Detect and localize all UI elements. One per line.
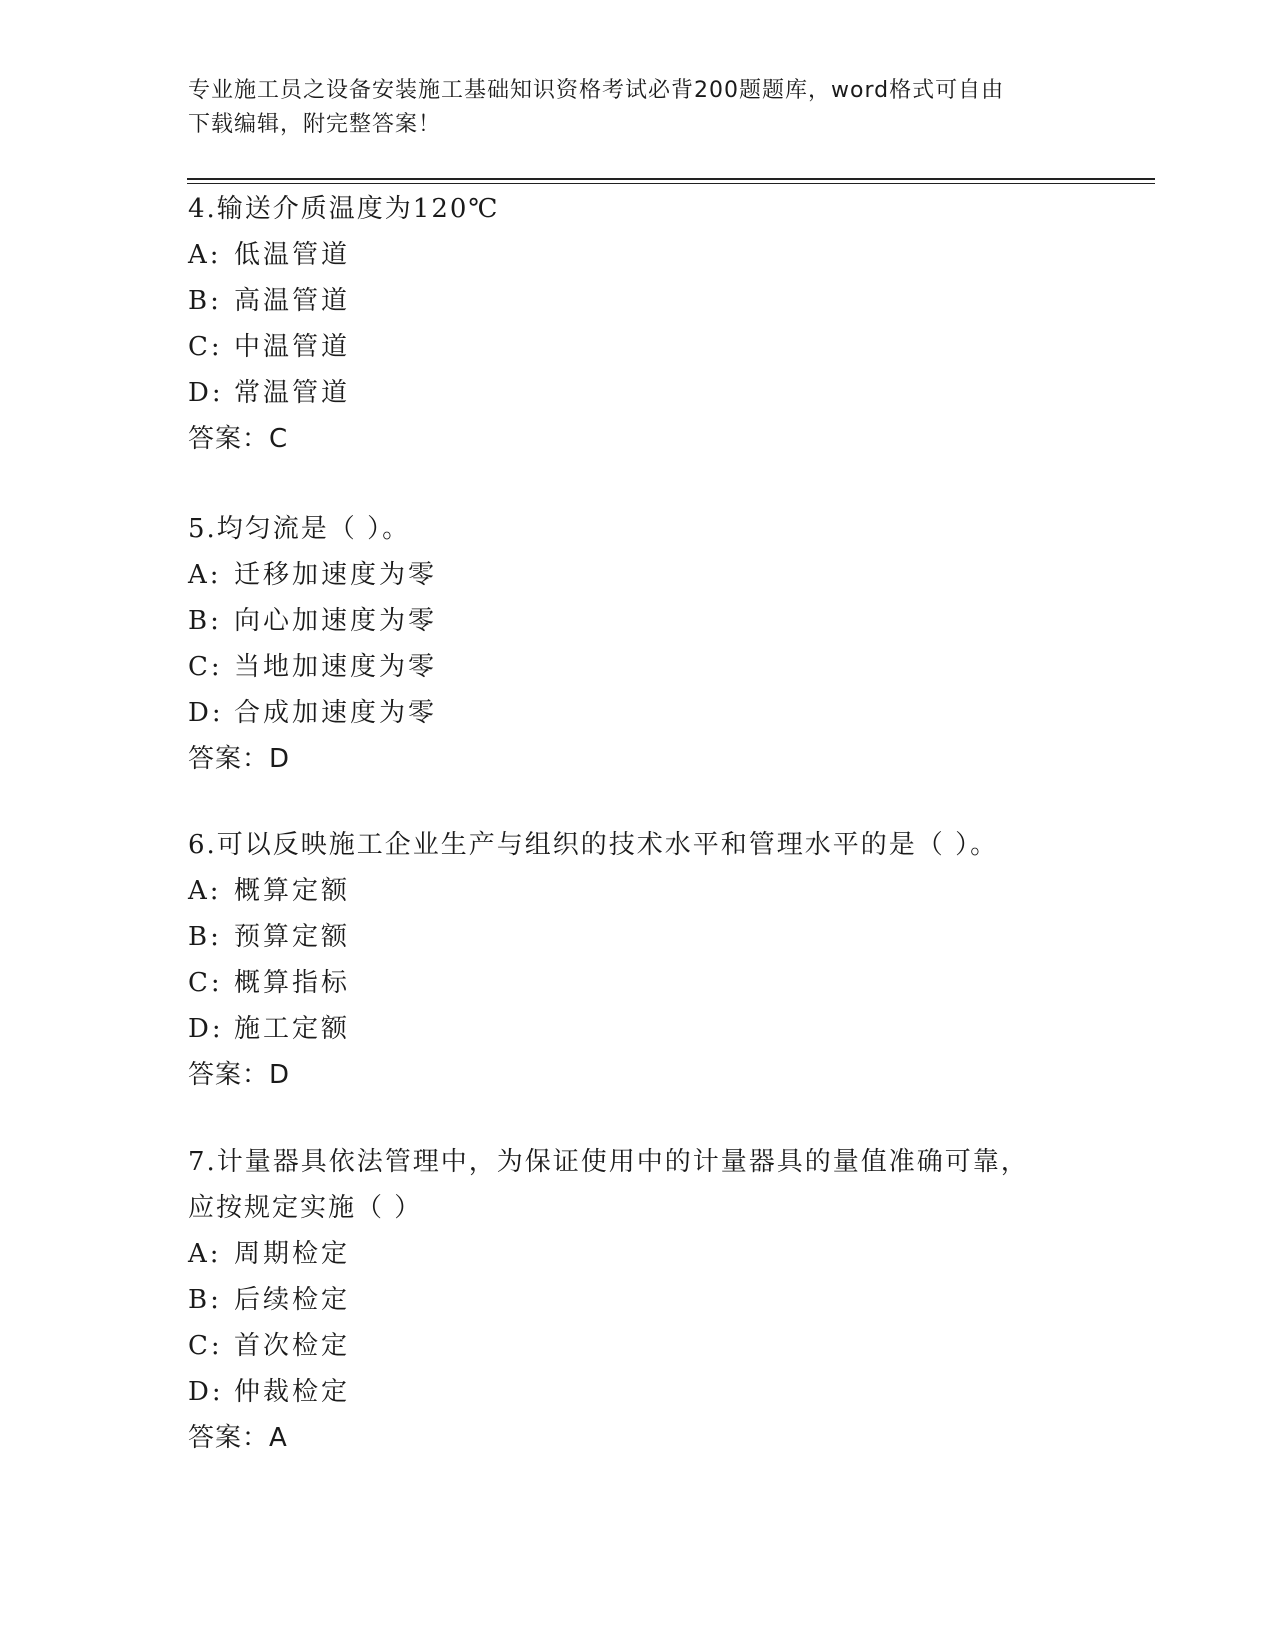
question-7 [188,1139,1148,1461]
option-text: 低温管道 [234,240,351,270]
option-b [188,1277,1148,1323]
option-letter: D: [188,1377,224,1407]
question-stem-line-2: 应按规定实施（ ） [188,1193,423,1223]
option-letter: B: [188,922,222,952]
question-6 [188,822,1148,1098]
option-text: 当地加速度为零 [234,652,438,682]
option-text: 首次检定 [234,1331,351,1361]
option-text: 施工定额 [234,1014,351,1044]
option-b [188,598,1148,644]
option-letter: C: [188,652,223,682]
option-d [188,690,1148,736]
option-text: 高温管道 [234,286,351,316]
answer-line: 答案：D [188,744,291,774]
option-text: 合成加速度为零 [234,698,438,728]
header-divider-thick [187,178,1155,180]
question-stem: 4.输送介质温度为120℃ [188,194,500,224]
header-line-2: 下载编辑，附完整答案！ [188,112,442,137]
option-b [188,278,1148,324]
option-c [188,644,1148,690]
option-text: 仲裁检定 [234,1377,351,1407]
option-text: 中温管道 [234,332,351,362]
option-d [188,1369,1148,1415]
header-line-1: 专业施工员之设备安装施工基础知识资格考试必背200题题库，word格式可自由 [188,78,1005,103]
option-c [188,324,1148,370]
option-letter: B: [188,606,222,636]
option-a [188,868,1148,914]
option-a [188,1231,1148,1277]
option-text: 预算定额 [234,922,351,952]
answer-line: 答案：D [188,1060,291,1090]
option-letter: A: [188,560,222,590]
header-divider-thin [187,183,1155,184]
option-text: 常温管道 [234,378,351,408]
option-letter: C: [188,332,223,362]
option-b [188,914,1148,960]
option-letter: B: [188,1285,222,1315]
question-stem: 5.均匀流是（ ）。 [188,514,411,544]
option-letter: A: [188,876,222,906]
question-4 [188,186,1148,462]
option-text: 概算定额 [234,876,351,906]
option-a [188,232,1148,278]
option-text: 后续检定 [234,1285,351,1315]
answer-line: 答案：A [188,1423,288,1453]
option-d [188,370,1148,416]
option-letter: D: [188,698,224,728]
option-c [188,1323,1148,1369]
document-header [188,74,1088,142]
option-letter: D: [188,378,224,408]
option-letter: C: [188,968,223,998]
option-letter: A: [188,240,222,270]
option-d [188,1006,1148,1052]
option-text: 向心加速度为零 [234,606,438,636]
answer-line: 答案：C [188,424,289,454]
option-letter: C: [188,1331,223,1361]
option-a [188,552,1148,598]
question-stem: 6.可以反映施工企业生产与组织的技术水平和管理水平的是（ ）。 [188,830,999,860]
question-5 [188,506,1148,782]
option-letter: A: [188,1239,222,1269]
option-c [188,960,1148,1006]
option-letter: D: [188,1014,224,1044]
option-text: 周期检定 [234,1239,351,1269]
option-text: 概算指标 [234,968,351,998]
option-letter: B: [188,286,222,316]
question-stem-line-1: 7.计量器具依法管理中，为保证使用中的计量器具的量值准确可靠， [188,1147,1029,1177]
option-text: 迁移加速度为零 [234,560,438,590]
